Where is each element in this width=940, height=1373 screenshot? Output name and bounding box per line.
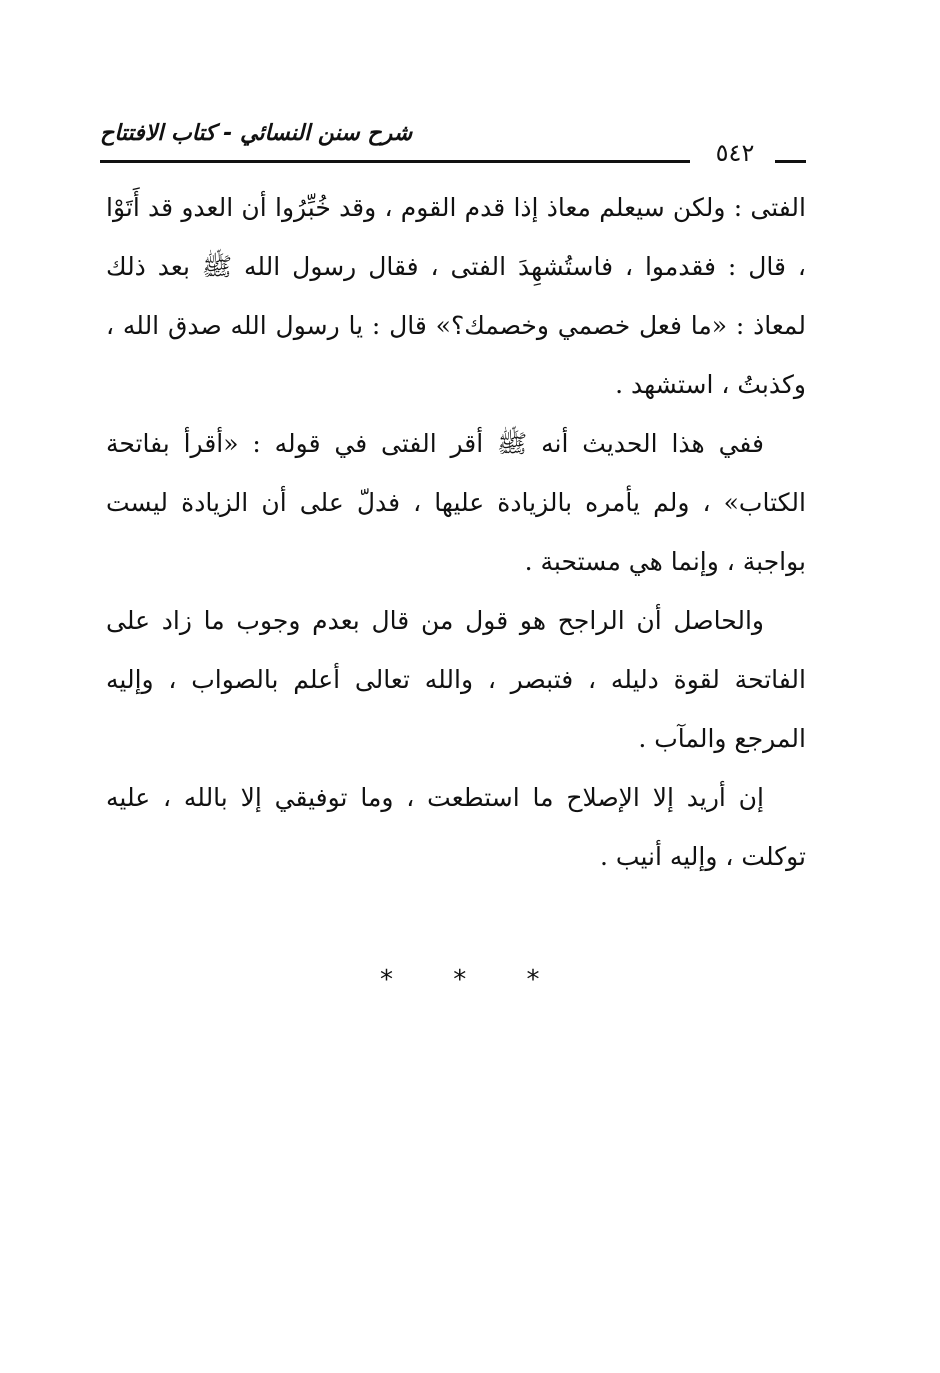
header-rule-short [775,160,806,163]
paragraph-1: الفتى : ولكن سيعلم معاذ إذا قدم القوم ، وقد خُبِّرُوا أن العدو قد أَتَوْا ، قال : فقدموا ، فاستُشهِدَ الفتى ، فقال رسول الله ﷺ بعد ذلك لمعاذ : «ما فعل خصمي وخصمك؟» قال : يا رسول الله صدق الله ، وكذبتُ ، استشهد . [106,193,806,399]
body-text [106,178,806,886]
paragraph-2: ففي هذا الحديث أنه ﷺ أقر الفتى في قوله : «أقرأ بفاتحة الكتاب» ، ولم يأمره بالزيادة عليها ، فدلّ على أن الزيادة ليست بواجبة ، وإنما هي مستحبة . [106,429,806,576]
page-number: ٥٤٢ [715,139,755,167]
section-separator: * * * [380,965,566,995]
paragraph-4: إن أريد إلا الإصلاح ما استطعت ، وما توفيقي إلا بالله ، عليه توكلت ، وإليه أنيب . [106,783,806,871]
running-header-title: شرح سنن النسائي - كتاب الافتتاح [100,121,413,146]
header-rule [100,160,690,163]
paragraph-3: والحاصل أن الراجح هو قول من قال بعدم وجوب ما زاد على الفاتحة لقوة دليله ، فتبصر ، والله تعالى أعلم بالصواب ، وإليه المرجع والمآب . [106,606,806,753]
